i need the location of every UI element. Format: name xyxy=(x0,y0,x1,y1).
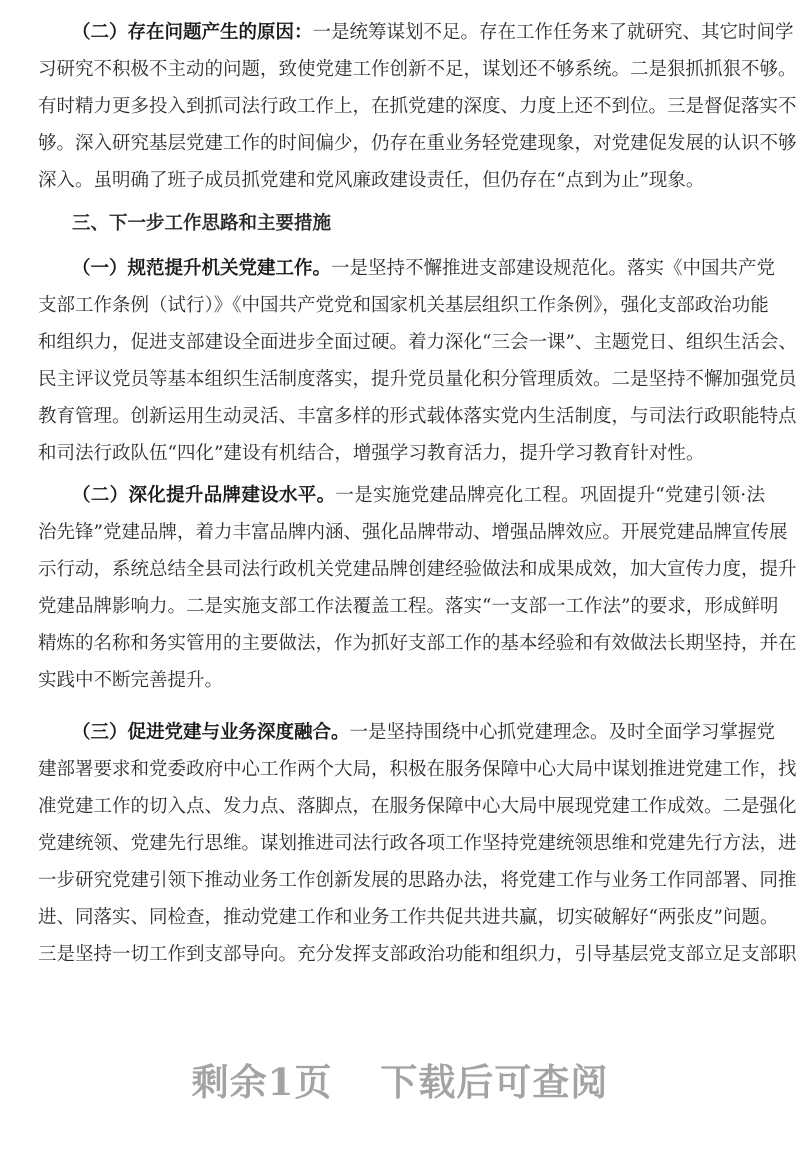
paragraph-line: 治先锋”党建品牌，着力丰富品牌内涵、强化品牌带动、增强品牌效应。开展党建品牌宣传展 xyxy=(38,522,788,543)
paragraph-line: 进、同落实、同检查，推动党建工作和业务工作共促共进共赢，切实破解好“两张皮”问题。 xyxy=(38,907,779,928)
paragraph-line: 建部署要求和党委政府中心工作两个大局，积极在服务保障中心大局中谋划推进党建工作，找 xyxy=(38,759,797,780)
paragraph-line: 够。深入研究基层党建工作的时间偏少，仍存在重业务轻党建现象，对党建促发展的认识不够 xyxy=(38,133,797,154)
download-to-view-text: 下载后可查阅 xyxy=(380,1060,609,1104)
paragraph-line: 深入。虽明确了班子成员抓党建和党风廉政建设责任，但仍存在“点到为止”现象。 xyxy=(38,170,705,191)
paragraph-line xyxy=(38,477,765,514)
paragraph-text: 一是坚持不懈推进支部建设规范化。落实《中国共产党 xyxy=(331,258,776,279)
paragraph-line: 习研究不积极不主动的问题，致使党建工作创新不足，谋划还不够系统。二是狠抓抓狠不够。 xyxy=(38,59,797,80)
paragraph-line xyxy=(38,250,776,287)
paragraph-line: 一步研究党建引领下推动业务工作创新发展的思路办法，将党建工作与业务工作同部署、同推 xyxy=(38,870,797,891)
paragraph-line: 实践中不断完善提升。 xyxy=(38,670,224,691)
paragraph-line xyxy=(38,714,776,751)
paragraph-line: 支部工作条例（试行）》《中国共产党党和国家机关基层组织工作条例》，强化支部政治功能 xyxy=(38,295,769,316)
remaining-pages-text: 剩余1页 xyxy=(191,1060,333,1104)
download-prompt[interactable] xyxy=(0,1052,800,1106)
paragraph-standardize-party-building xyxy=(38,250,797,472)
paragraph-line: 党建统领、党建先行思维。谋划推进司法行政各项工作坚持党建统领思维和党建先行方法，进 xyxy=(38,833,797,854)
paragraph-line xyxy=(38,14,794,51)
paragraph-text: 一是统筹谋划不足。存在工作任务来了就研究、其它时间学 xyxy=(312,22,794,43)
paragraph-line: 示行动，系统总结全县司法行政机关党建品牌创建经验做法和成果成效，加大宣传力度，提升 xyxy=(38,559,797,580)
paragraph-line: 三是坚持一切工作到支部导向。充分发挥支部政治功能和组织力，引导基层党支部立足支部职 xyxy=(38,944,797,965)
paragraph-line: 民主评议党员等基本组织生活制度落实，提升党员量化积分管理质效。二是坚持不懈加强党员 xyxy=(38,369,797,390)
paragraph-lead: （二）存在问题产生的原因： xyxy=(72,22,313,43)
paragraph-line: 党建品牌影响力。二是实施支部工作法覆盖工程。落实“一支部一工作法”的要求，形成鲜明 xyxy=(38,596,779,617)
paragraph-text: 一是实施党建品牌亮化工程。巩固提升“党建引领·法 xyxy=(335,485,765,506)
paragraph-brand-building xyxy=(38,477,797,699)
section-heading: 三、下一步工作思路和主要措施 xyxy=(72,213,332,234)
paragraph-lead: （三）促进党建与业务深度融合。 xyxy=(72,722,350,743)
paragraph-line: 和组织力，促进支部建设全面进步全面过硬。着力深化“三会一课”、主题党日、组织生活会、 xyxy=(38,332,797,353)
paragraph-integration xyxy=(38,714,797,973)
paragraph-line: 有时精力更多投入到抓司法行政工作上，在抓党建的深度、力度上还不到位。三是督促落实不 xyxy=(38,96,797,117)
paragraph-line: 和司法行政队伍“四化”建设有机结合，增强学习教育活力，提升学习教育针对性。 xyxy=(38,443,705,464)
paragraph-lead: （二）深化提升品牌建设水平。 xyxy=(72,485,336,506)
paragraph-line: 准党建工作的切入点、发力点、落脚点，在服务保障中心大局中展现党建工作成效。二是强化 xyxy=(38,796,797,817)
paragraph-lead: （一）规范提升机关党建工作。 xyxy=(72,258,332,279)
paragraph-causes xyxy=(38,14,797,199)
paragraph-line: 精炼的名称和务实管用的主要做法，作为抓好支部工作的基本经验和有效做法长期坚持，并在 xyxy=(38,633,797,654)
paragraph-line: 教育管理。创新运用生动灵活、丰富多样的形式载体落实党内生活制度，与司法行政职能特点 xyxy=(38,406,797,427)
paragraph-text: 一是坚持围绕中心抓党建理念。及时全面学习掌握党 xyxy=(349,722,776,743)
